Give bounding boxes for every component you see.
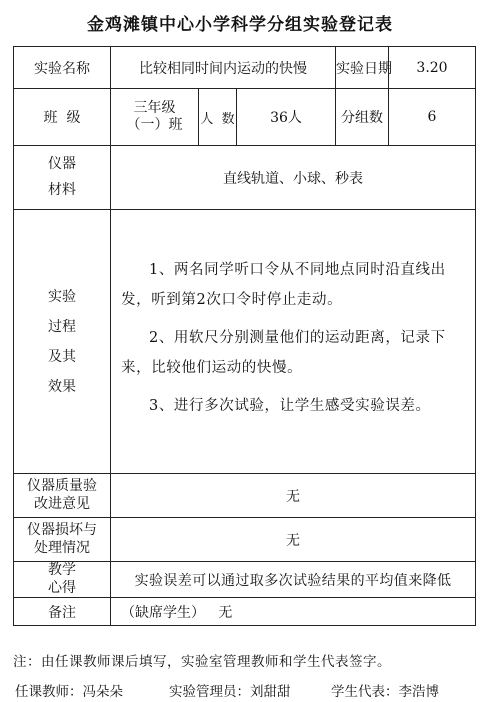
quality-label-line2: 改进意见: [34, 495, 90, 512]
process-label: [14, 210, 111, 474]
row-process: [14, 210, 476, 474]
reflection-value: 实验误差可以通过取多次试验结果的平均值来降低: [111, 562, 476, 598]
damage-label-line2: 处理情况: [34, 539, 90, 556]
process-content: [111, 210, 476, 474]
process-label-line-1: 实验: [48, 288, 76, 305]
damage-label-line1: 仪器损坏与: [27, 522, 97, 538]
student-count-label: 人 数: [199, 89, 237, 146]
experiment-name-value: 比较相同时间内运动的快慢: [111, 47, 336, 89]
equipment-label-line1: 仪器: [48, 156, 76, 172]
footer-note: 注：由任课教师课后填写，实验室管理教师和学生代表签字。: [13, 654, 391, 670]
row-quality: [14, 474, 476, 518]
lab-manager-signature: 实验管理员：刘甜甜: [169, 684, 291, 700]
quality-value: 无: [111, 474, 476, 518]
reflection-label-line1: 教学: [48, 562, 76, 578]
group-count-value: 6: [389, 89, 476, 146]
page-title: 金鸡滩镇中心小学科学分组实验登记表: [87, 15, 393, 35]
equipment-label-line2: 材料: [48, 181, 76, 198]
process-label-line-2: 过程: [48, 318, 76, 335]
equipment-value: 直线轨道、小球、秒表: [111, 146, 476, 210]
row-class-info: [14, 89, 476, 146]
experiment-name-label: 实验名称: [14, 47, 111, 89]
row-damage: [14, 518, 476, 562]
process-label-line-4: 效果: [48, 378, 76, 395]
reflection-label: [14, 562, 111, 598]
row-equipment: [14, 146, 476, 210]
class-value-line1: 三年级: [133, 99, 176, 116]
reflection-label-line2: 心得: [48, 579, 76, 596]
quality-label-line1: 仪器质量验: [27, 478, 97, 494]
student-count-value: 36人: [237, 89, 336, 146]
experiment-date-label: 实验日期: [336, 47, 389, 89]
row-remarks: [14, 598, 476, 626]
process-step-1: 1、两名同学听口令从不同地点同时沿直线出发，听到第2次口令时停止走动。: [121, 261, 446, 308]
registration-form-table: [13, 46, 476, 626]
process-label-line-3: 及其: [48, 348, 76, 365]
class-label: 班 级: [14, 89, 111, 146]
process-step-2: 2、用软尺分别测量他们的运动距离，记录下来，比较他们运动的快慢。: [121, 329, 446, 376]
remarks-label: 备注: [14, 598, 111, 626]
remarks-value: （缺席学生） 无: [111, 598, 476, 626]
process-step-3: 3、进行多次试验，让学生感受实验误差。: [149, 397, 431, 414]
damage-label: [14, 518, 111, 562]
student-rep-signature: 学生代表：李浩博: [331, 684, 439, 700]
class-value-line2: （一）班: [126, 117, 183, 133]
damage-value: 无: [111, 518, 476, 562]
class-value: [111, 89, 199, 146]
quality-label: [14, 474, 111, 518]
group-count-label: 分组数: [336, 89, 389, 146]
teacher-signature: 任课教师：冯朵朵: [15, 684, 123, 700]
equipment-label: [14, 146, 111, 210]
row-experiment-name: [14, 47, 476, 89]
row-reflection: [14, 562, 476, 598]
experiment-date-value: 3.20: [389, 47, 476, 89]
